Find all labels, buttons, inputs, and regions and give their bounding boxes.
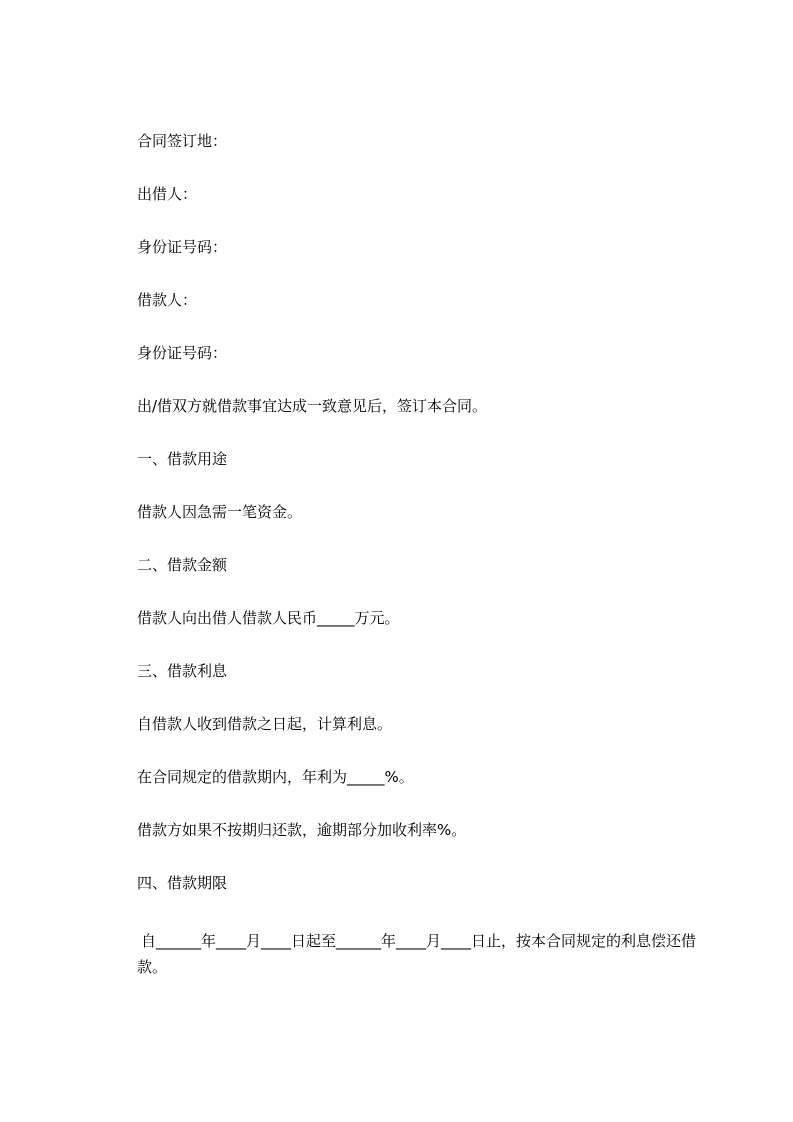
annual-rate-text: 在合同规定的借款期内，年利为_____%。 bbox=[137, 768, 414, 786]
section-heading-term: 四、借款期限 bbox=[137, 874, 228, 892]
lender-id-label: 身份证号码： bbox=[137, 238, 228, 256]
contract-place-label: 合同签订地： bbox=[137, 132, 228, 150]
intro-paragraph: 出/借双方就借款事宜达成一致意见后，签订本合同。 bbox=[137, 397, 488, 415]
lender-label: 出借人： bbox=[137, 185, 198, 203]
section-heading-interest: 三、借款利息 bbox=[137, 662, 228, 680]
borrower-label: 借款人： bbox=[137, 291, 198, 309]
section-heading-amount: 二、借款金额 bbox=[137, 556, 228, 574]
interest-start-text: 自借款人收到借款之日起，计算利息。 bbox=[137, 715, 393, 733]
term-paragraph: 自______年____月____日起至______年____月____日止，按本合同规定的利息偿还借款。 bbox=[137, 932, 697, 976]
amount-text: 借款人向出借人借款人民币_____万元。 bbox=[137, 609, 400, 627]
overdue-rate-text: 借款方如果不按期归还款，逾期部分加收利率%。 bbox=[137, 821, 467, 839]
purpose-text: 借款人因急需一笔资金。 bbox=[137, 503, 303, 521]
borrower-id-label: 身份证号码： bbox=[137, 344, 228, 362]
section-heading-purpose: 一、借款用途 bbox=[137, 450, 228, 468]
